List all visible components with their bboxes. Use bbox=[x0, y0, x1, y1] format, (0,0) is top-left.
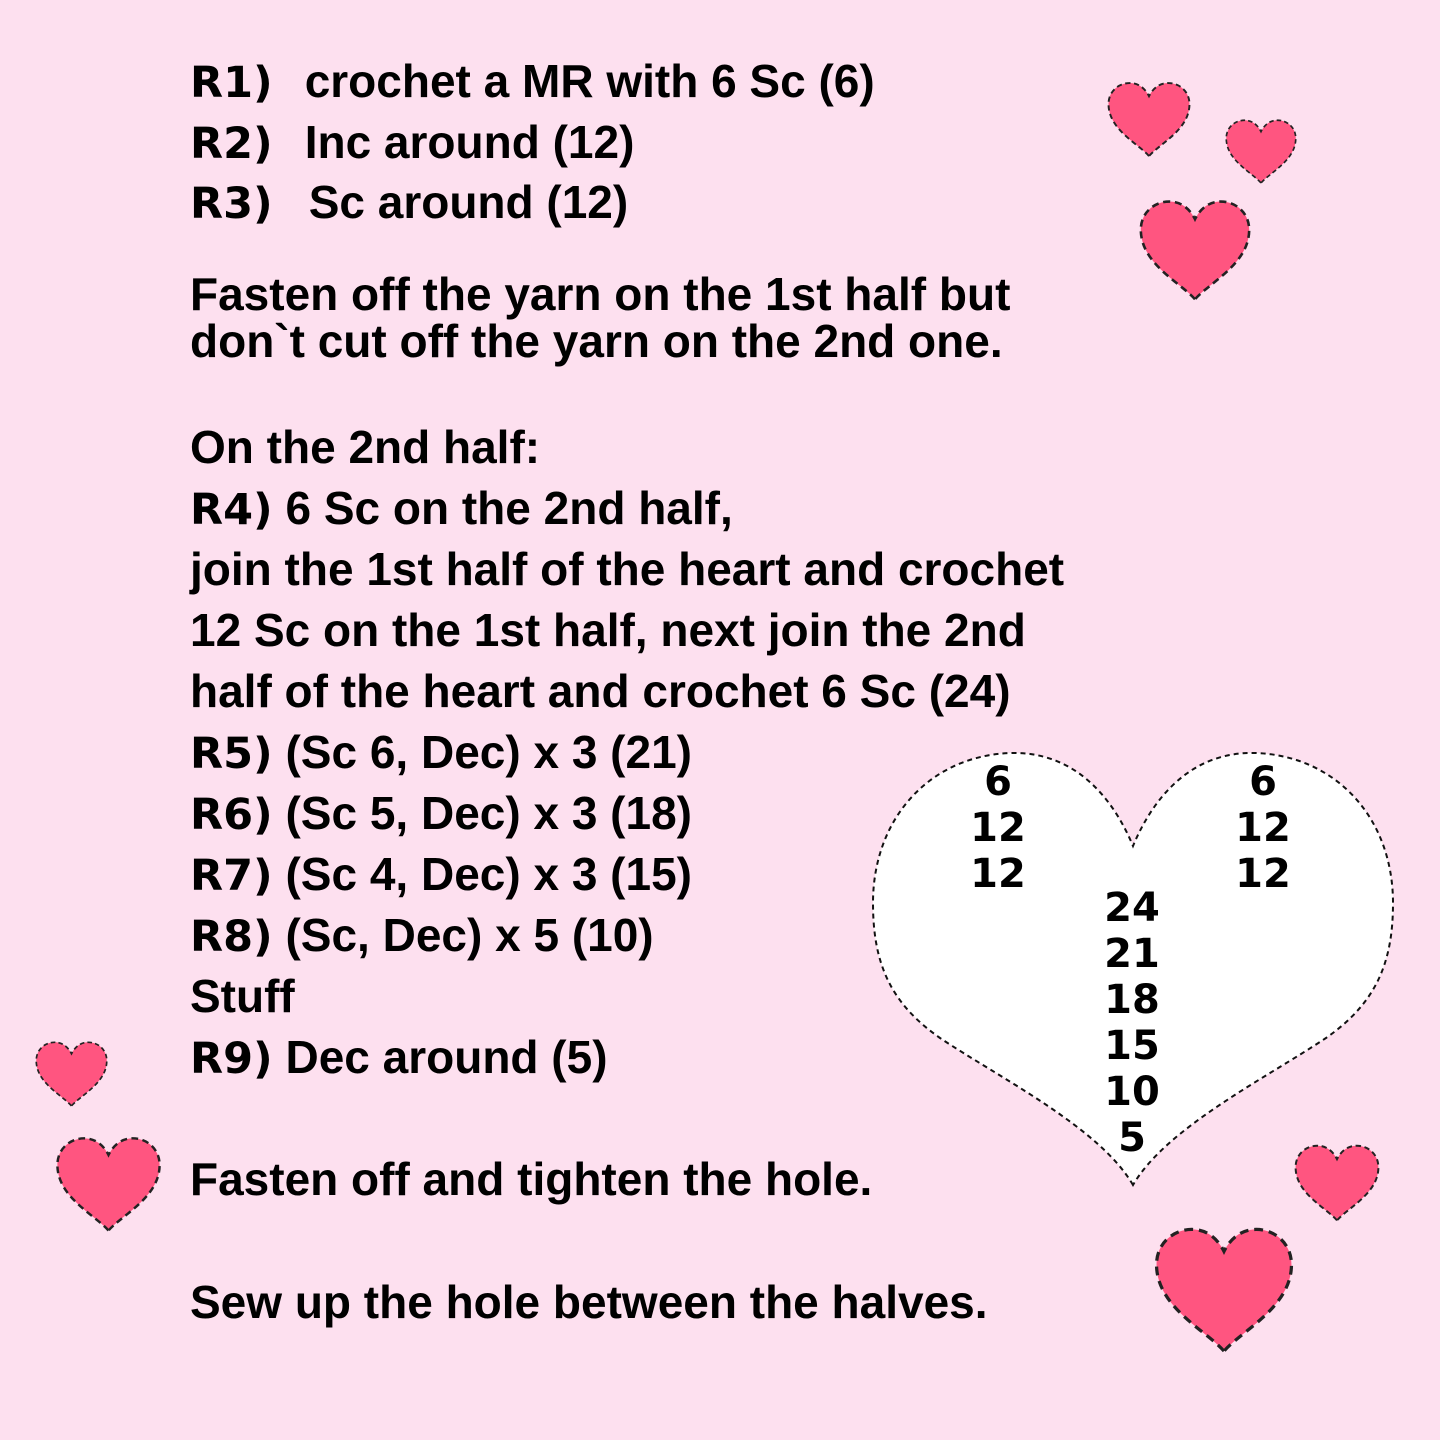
stuff-step: Stuff bbox=[190, 970, 295, 1022]
round-label: R6) bbox=[190, 790, 273, 840]
stitch-count-center: 15 bbox=[1104, 1023, 1160, 1069]
stitch-count-right_lobe: 12 bbox=[1235, 805, 1291, 851]
round-2 bbox=[190, 116, 635, 169]
round-9 bbox=[190, 1031, 608, 1084]
round-text: 6 Sc on the 2nd half, bbox=[285, 482, 733, 534]
fasten-note-line-2: don`t cut off the yarn on the 2nd one. bbox=[190, 315, 1003, 367]
round-label: R8) bbox=[190, 912, 273, 962]
stitch-count-left_lobe: 12 bbox=[970, 805, 1026, 851]
round-label: R7) bbox=[190, 851, 273, 901]
round-label: R1) bbox=[190, 58, 273, 108]
stitch-count-center: 24 bbox=[1104, 885, 1160, 931]
stitch-count-right_lobe: 12 bbox=[1235, 851, 1291, 897]
round-6 bbox=[190, 787, 692, 840]
stitch-count-left_lobe: 6 bbox=[984, 759, 1012, 805]
round-8 bbox=[190, 909, 654, 962]
stitch-count-center: 5 bbox=[1118, 1115, 1146, 1161]
round-text: (Sc 5, Dec) x 3 (18) bbox=[285, 787, 692, 839]
fasten-note-line-1: Fasten off the yarn on the 1st half but bbox=[190, 268, 1011, 320]
round-4-continued-1: join the 1st half of the heart and crochet bbox=[190, 543, 1065, 595]
round-5 bbox=[190, 726, 692, 779]
round-text: (Sc 4, Dec) x 3 (15) bbox=[285, 848, 692, 900]
round-label: R3) bbox=[190, 179, 273, 229]
round-text: crochet a MR with 6 Sc (6) bbox=[304, 55, 875, 107]
round-label: R4) bbox=[190, 485, 273, 535]
round-text: Dec around (5) bbox=[285, 1031, 608, 1083]
stitch-count-left_lobe: 12 bbox=[970, 851, 1026, 897]
stitch-count-center: 10 bbox=[1104, 1069, 1160, 1115]
heart-stitch-diagram bbox=[870, 748, 1400, 1193]
stitch-count-center: 18 bbox=[1104, 977, 1160, 1023]
round-1 bbox=[190, 55, 875, 108]
heart-icon bbox=[1136, 198, 1254, 304]
round-text: (Sc, Dec) x 5 (10) bbox=[285, 909, 654, 961]
round-4-continued-2: 12 Sc on the 1st half, next join the 2nd bbox=[190, 604, 1026, 656]
round-3 bbox=[190, 176, 629, 229]
closing-fasten: Fasten off and tighten the hole. bbox=[190, 1153, 873, 1205]
heart-icon bbox=[1150, 1225, 1298, 1357]
round-label: R9) bbox=[190, 1034, 273, 1084]
heart-icon bbox=[1223, 118, 1299, 186]
round-4 bbox=[190, 482, 733, 535]
round-text: Sc around (12) bbox=[308, 176, 629, 228]
round-text: (Sc 6, Dec) x 3 (21) bbox=[285, 726, 692, 778]
closing-sew: Sew up the hole between the halves. bbox=[190, 1276, 988, 1328]
stitch-count-center: 21 bbox=[1104, 931, 1160, 977]
heart-icon bbox=[1105, 80, 1193, 160]
stitch-count-right_lobe: 6 bbox=[1249, 759, 1277, 805]
round-text: Inc around (12) bbox=[304, 116, 635, 168]
heart-icon bbox=[52, 1135, 165, 1235]
round-7 bbox=[190, 848, 692, 901]
second-half-heading: On the 2nd half: bbox=[190, 421, 541, 473]
round-label: R2) bbox=[190, 119, 273, 169]
round-label: R5) bbox=[190, 729, 273, 779]
round-4-continued-3: half of the heart and crochet 6 Sc (24) bbox=[190, 665, 1011, 717]
heart-icon bbox=[33, 1040, 110, 1109]
